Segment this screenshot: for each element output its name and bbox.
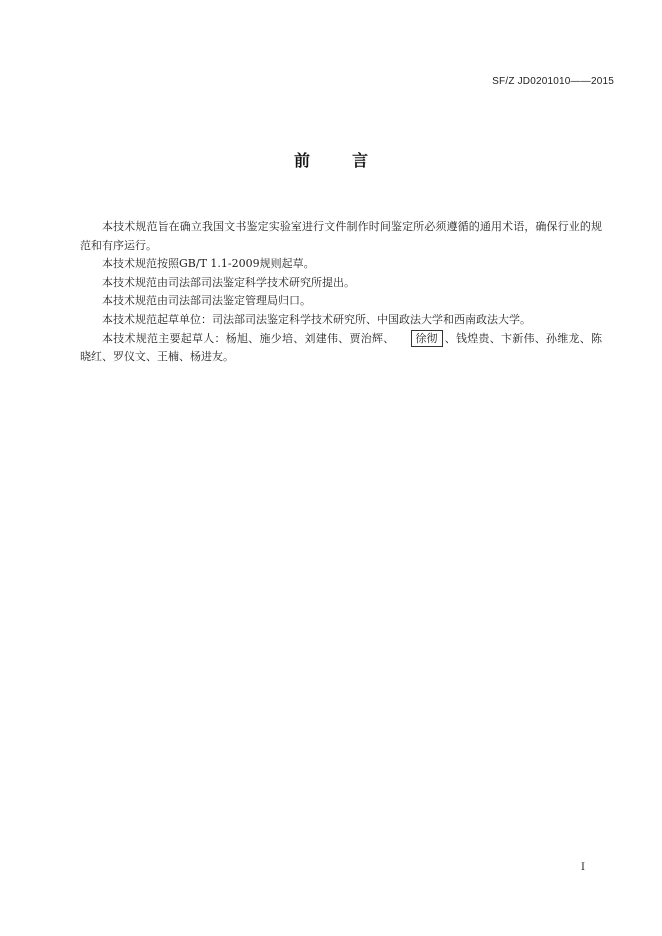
page-title-char-2: 言 (352, 151, 369, 170)
paragraph-drafting-rules: 本技术规范按照GB/T 1.1-2009规则起草。 (102, 257, 315, 271)
paragraph-proposer: 本技术规范由司法部司法鉴定科学技术研究所提出。 (102, 275, 355, 289)
paragraph-purpose: 本技术规范旨在确立我国文书鉴定实验室进行文件制作时间鉴定所必须遵循的通用术语，确保行业的规范和有序运行。 (80, 220, 602, 252)
drafters-before: 本技术规范主要起草人：杨旭、施少培、刘建伟、贾治辉、 (102, 331, 395, 345)
paragraph-drafters (80, 330, 602, 367)
foreword-body (80, 218, 602, 367)
highlighted-drafter-name: 徐彻 (411, 330, 443, 347)
paragraph-drafting-units: 本技术规范起草单位：司法部司法鉴定科学技术研究所、中国政法大学和西南政法大学。 (102, 312, 531, 326)
page-title (0, 148, 662, 171)
drafters-after: 、钱煌贵、卞新伟、孙维龙、陈晓红、罗仪文、王楠、杨进友。 (80, 331, 602, 364)
page-number: I (581, 862, 585, 873)
standard-code: SF/Z JD0201010——2015 (492, 76, 614, 87)
page-title-char-1: 前 (293, 151, 310, 170)
paragraph-administrator: 本技术规范由司法部司法鉴定管理局归口。 (102, 294, 311, 308)
